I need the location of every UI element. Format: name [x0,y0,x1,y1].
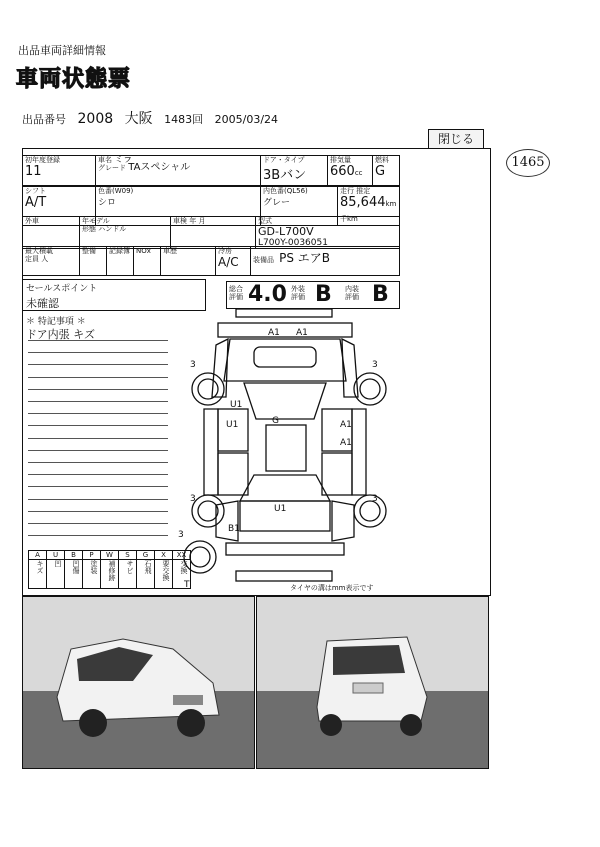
car-diagram [170,305,400,595]
right-rear-door [322,453,352,495]
rear-bumper [226,543,344,555]
vin-value: L700Y-0036051 [258,238,328,248]
capacity-label: 定員 [25,255,39,263]
interior-color-label: 内色番(QL56) [263,187,308,195]
grade-label: グレード [98,164,126,172]
mark-tailgate: U1 [274,504,287,514]
maintenance-label: 整備 [82,247,96,255]
color-label: 色番(W09) [98,187,134,195]
exterior-rating-value: B [315,282,332,307]
mark-rr-tire: 3 [372,494,378,504]
handwritten-number: 1465 [506,149,550,177]
legend-code: U [47,551,65,560]
car-photo-front [22,596,255,769]
lot-session: 1483回 [164,113,204,126]
legend-meaning: 凹 [47,560,65,589]
info-row-3 [22,216,400,249]
shape-label: 形態 [82,225,96,233]
page-subtitle: 出品車両詳細情報 [18,44,106,57]
mark-spare: T [184,580,190,590]
mark-hood-1: A1 [268,328,280,338]
interior-rating-value: B [372,282,389,307]
legend-code: A [29,551,47,560]
overall-rating-label: 総合評価 [229,285,243,301]
color-value: シロ [98,198,117,208]
note-line [28,486,168,487]
car-photo-rear [256,596,489,769]
persons-unit: 人 [41,255,49,263]
note-line [28,377,168,378]
year-model-label: 年モデル [82,217,110,225]
first-reg-label: 初年度登録 [25,156,60,164]
left-rear-tire [192,495,224,527]
mark-lf-tire: 3 [190,360,196,370]
mileage-label: 走行 [340,187,354,195]
note-line [28,340,168,341]
hood [224,339,346,381]
equipment-value: PS エアB [279,251,330,265]
note-line [28,523,168,524]
legend-code: W [101,551,119,560]
note-line [28,401,168,402]
legend-code: P [83,551,101,560]
mileage-unit: km [385,200,397,208]
note-line [28,438,168,439]
rear-window [240,475,330,501]
front-bumper [218,323,352,337]
legend-code: S [119,551,137,560]
interior-rating-label: 内装評価 [345,285,359,301]
door-type-label: ドア・タイプ [263,156,305,164]
legend-code: G [137,551,155,560]
left-front-door [218,409,248,451]
lot-venue: 大阪 [124,111,153,127]
fuel-value: G [375,164,386,179]
ac-value: A/C [218,255,239,269]
mileage-value: 85,644 [340,195,386,210]
note-line [28,499,168,500]
left-front-tire [192,373,224,405]
right-front-tire [354,373,386,405]
mark-spare-depth: 3 [178,530,184,540]
overall-rating-value: 4.0 [248,282,287,307]
legend-meaning: 凹傷 [65,560,83,589]
mark-lr-tire: 3 [190,494,196,504]
mark-lf-door: U1 [226,420,239,430]
inspection-label: 車検 [173,217,187,225]
note-line [28,413,168,414]
notes-line-1: ドア内張 キズ [26,328,95,341]
rear-panel [236,571,332,581]
lot-number: 2008 [77,111,114,127]
lot-info [22,108,286,128]
sales-point-label: セールスポイント [26,284,98,294]
mark-rear-fender: B1 [228,524,240,534]
mark-rf-tire: 3 [372,360,378,370]
lot-label: 出品番号 [22,113,66,126]
legend-meaning: キズ [29,560,47,589]
legend-code: B [65,551,83,560]
right-sill [352,409,366,495]
sales-point-value: 未確認 [26,297,59,310]
right-rear-fender [332,501,354,541]
fuel-label: 燃料 [375,156,389,164]
record-book-label: 記録簿 [109,247,130,255]
note-line [28,511,168,512]
notes-label: ＊ 特記事項 ＊ [26,317,86,327]
damage-legend [28,550,191,589]
max-load-label: 最大積載 [25,247,53,255]
note-line [28,352,168,353]
note-line [28,364,168,365]
chassis-label: 型式 [258,217,272,225]
displacement-value: 660 [330,164,355,179]
displacement-label: 排気量 [330,156,351,164]
legend-code: XX [173,551,191,560]
legend-meaning: 交換 [173,560,191,589]
mark-lf-fender: U1 [230,400,243,410]
right-rear-tire [354,495,386,527]
make-value: ミラ [114,155,133,165]
windshield [244,383,326,419]
shift-value: A/T [25,195,47,210]
first-reg-value: 11 [25,164,42,179]
mark-hood-2: A1 [296,328,308,338]
legend-meaning: 要交換 [155,560,173,589]
equipment-label: 装備品 [253,256,274,264]
displacement-unit: cc [354,169,363,177]
exterior-rating-label: 外装評価 [291,285,305,301]
left-rear-fender [216,501,238,541]
note-line [28,389,168,390]
legend-code: X [155,551,173,560]
grade-value: TAスペシャル [128,162,191,173]
ac-label: 冷房 [218,247,232,255]
info-row-1 [22,155,400,186]
handle-label: ハンドル [98,225,127,233]
close-button[interactable]: 閉じる [428,129,484,149]
door-type-value: 3Bバン [263,168,307,183]
legend-meaning: 石飛 [137,560,155,589]
make-label: 車名 [98,156,112,164]
front-grille [236,309,332,317]
shift-label: シフト [25,187,46,195]
roof [266,425,306,471]
inspection-year-label: 年 [189,217,197,225]
page-title: 車両状態票 [16,67,132,92]
legend-meaning: 塗装 [83,560,101,589]
legend-meaning: 補修跡 [101,560,119,589]
mark-rf-door: A1 [340,420,352,430]
inspection-month-label: 月 [198,217,206,225]
left-sill [204,409,218,495]
chassis-value: GD-L700V [258,225,314,238]
estimate-label: 推定 [356,187,371,195]
note-line [28,462,168,463]
note-line [28,474,168,475]
interior-color-value: グレー [263,198,291,208]
thousand-km-unit: 千km [340,215,358,223]
info-row-4 [22,246,400,276]
nox-label: NOx [136,247,151,255]
note-line [28,450,168,451]
legend-meaning: サビ [119,560,137,589]
history-label: 車歴 [163,247,177,255]
tire-note: タイヤの溝はmm表示です [290,584,374,592]
mark-rr-door: A1 [340,438,352,448]
lot-date: 2005/03/24 [214,113,279,126]
spare-tire [184,541,216,573]
exterior-car-label: 外車 [25,217,39,225]
left-rear-door [218,453,248,495]
hood-panel [254,347,316,367]
note-line [28,535,168,536]
mark-windshield: G [272,416,279,426]
note-line [28,425,168,426]
